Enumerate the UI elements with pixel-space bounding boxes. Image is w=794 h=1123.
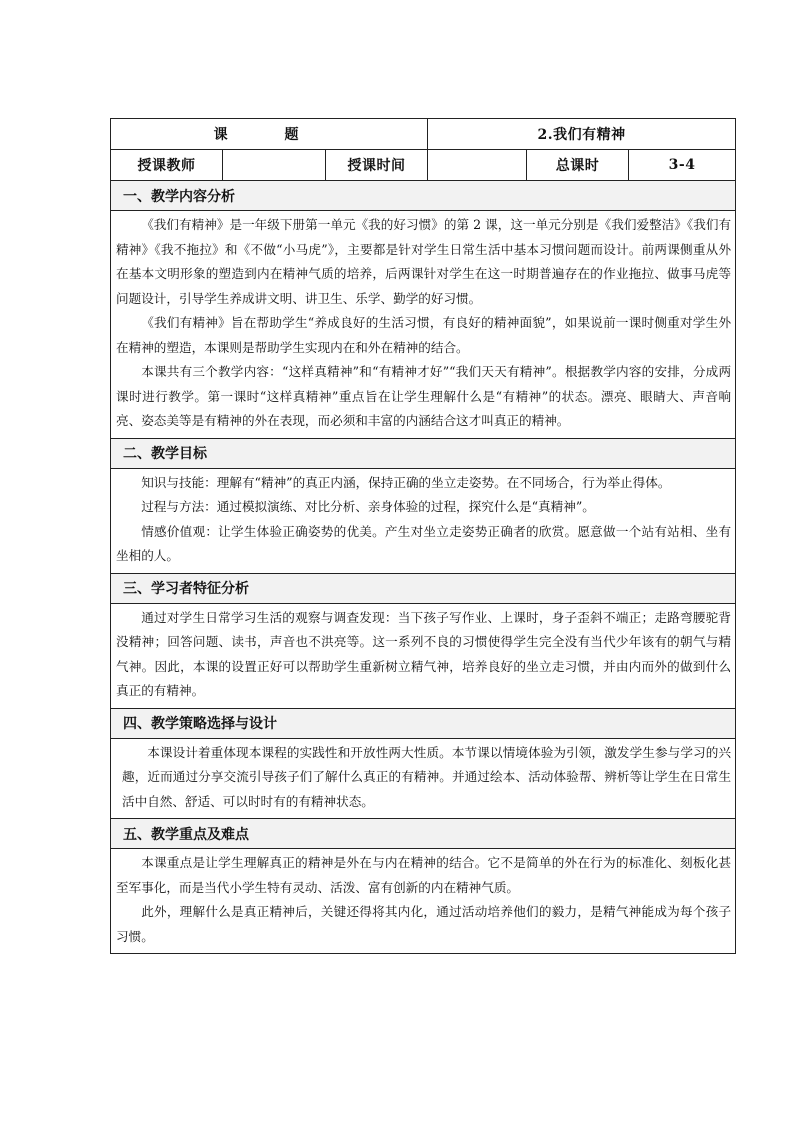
section-header-teaching-goals [111,438,736,468]
section-title: 三、学习者特征分析 [111,573,736,603]
section-title: 五、教学重点及难点 [111,819,736,849]
lesson-plan-sheet [110,118,735,954]
topic-row [111,119,736,150]
section-title: 二、教学目标 [111,438,736,468]
section-header-key-points [111,819,736,849]
time-value [428,150,527,181]
paragraph: 《我们有精神》是一年级下册第一单元《我的好习惯》的第 2 课，这一单元分别是《我们爱整洁》《我们有精神》《我不拖拉》和《不做“小马虎”》，主要都是针对学生日常生活中基本习惯问题而设计。前两课侧重从外在基本文明形象的塑造到内在精神气质的培养，后两课针对学生在这一时期普遍存在的作业拖拉、做事马虎等问题设计，引导学生养成讲文明、讲卫生、乐学、勤学的好习惯。 [116,217,732,306]
paragraph: 本课共有三个教学内容：“这样真精神”和“有精神才好”“我们天天有精神”。根据教学内容的安排，分成两课时进行教学。第一课时“这样真精神”重点旨在让学生理解什么是“有精神”的状态。漂亮、眼睛大、声音响亮、姿态美等是有精神的外在表现，而必须和丰富的内涵结合这才叫真正的精神。 [116,364,732,428]
total-hours-value: 3-4 [629,150,736,181]
meta-row [111,150,736,181]
section-header-content-analysis [111,181,736,211]
section-header-strategy [111,708,736,738]
paragraph: 此外，理解什么是真正精神后，关键还得将其内化，通过活动培养他们的毅力，是精气神能成为每个孩子习惯。 [116,904,732,944]
paragraph: 情感价值观：让学生体验正确姿势的优美。产生对坐立走姿势正确者的欣赏。愿意做一个站有站相、坐有坐相的人。 [116,523,732,563]
section-body-content-analysis [111,211,736,439]
section-body-teaching-goals [111,468,736,573]
section-title: 四、教学策略选择与设计 [111,708,736,738]
paragraph: 本课重点是让学生理解真正的精神是外在与内在精神的结合。它不是简单的外在行为的标准化、刻板化甚至军事化，而是当代小学生特有灵动、活泼、富有创新的内在精神气质。 [116,855,732,895]
time-label: 授课时间 [326,150,428,181]
section-body-learner-analysis [111,603,736,708]
paragraph: 《我们有精神》旨在帮助学生“养成良好的生活习惯，有良好的精神面貌”，如果说前一课时侧重对学生外在精神的塑造，本课则是帮助学生实现内在和外在精神的结合。 [116,315,732,355]
teacher-label: 授课教师 [111,150,223,181]
topic-label: 课 题 [111,119,428,150]
paragraph: 通过对学生日常学习生活的观察与调查发现：当下孩子写作业、上课时，身子歪斜不端正；走路弯腰驼背没精神；回答问题、读书，声音也不洪亮等。这一系列不良的习惯使得学生完全没有当代少年该有的朝气与精气神。因此，本课的设置正好可以帮助学生重新树立精气神，培养良好的坐立走习惯，并由内而外的做到什么真正的有精神。 [116,609,732,698]
paragraph: 知识与技能：理解有“精神”的真正内涵，保持正确的坐立走姿势。在不同场合，行为举止得体。 [141,474,671,490]
total-hours-label: 总课时 [527,150,629,181]
paragraph: 过程与方法：通过模拟演练、对比分析、亲身体验的过程，探究什么是“真精神”。 [141,499,595,514]
section-header-learner-analysis [111,573,736,603]
lesson-plan-table [110,118,736,954]
section-title: 一、教学内容分析 [111,181,736,211]
section-body-strategy [111,738,736,819]
teacher-value [223,150,326,181]
topic-value: 2.我们有精神 [428,119,736,150]
section-body-key-points [111,849,736,954]
paragraph: 本课设计着重体现本课程的实践性和开放性两大性质。本节课以情境体验为引领，激发学生参与学习的兴趣，近而通过分享交流引导孩子们了解什么真正的有精神。并通过绘本、活动体验帮、辨析等让学生在日常生活中自然、舒适、可以时时有的有精神状态。 [122,744,732,809]
